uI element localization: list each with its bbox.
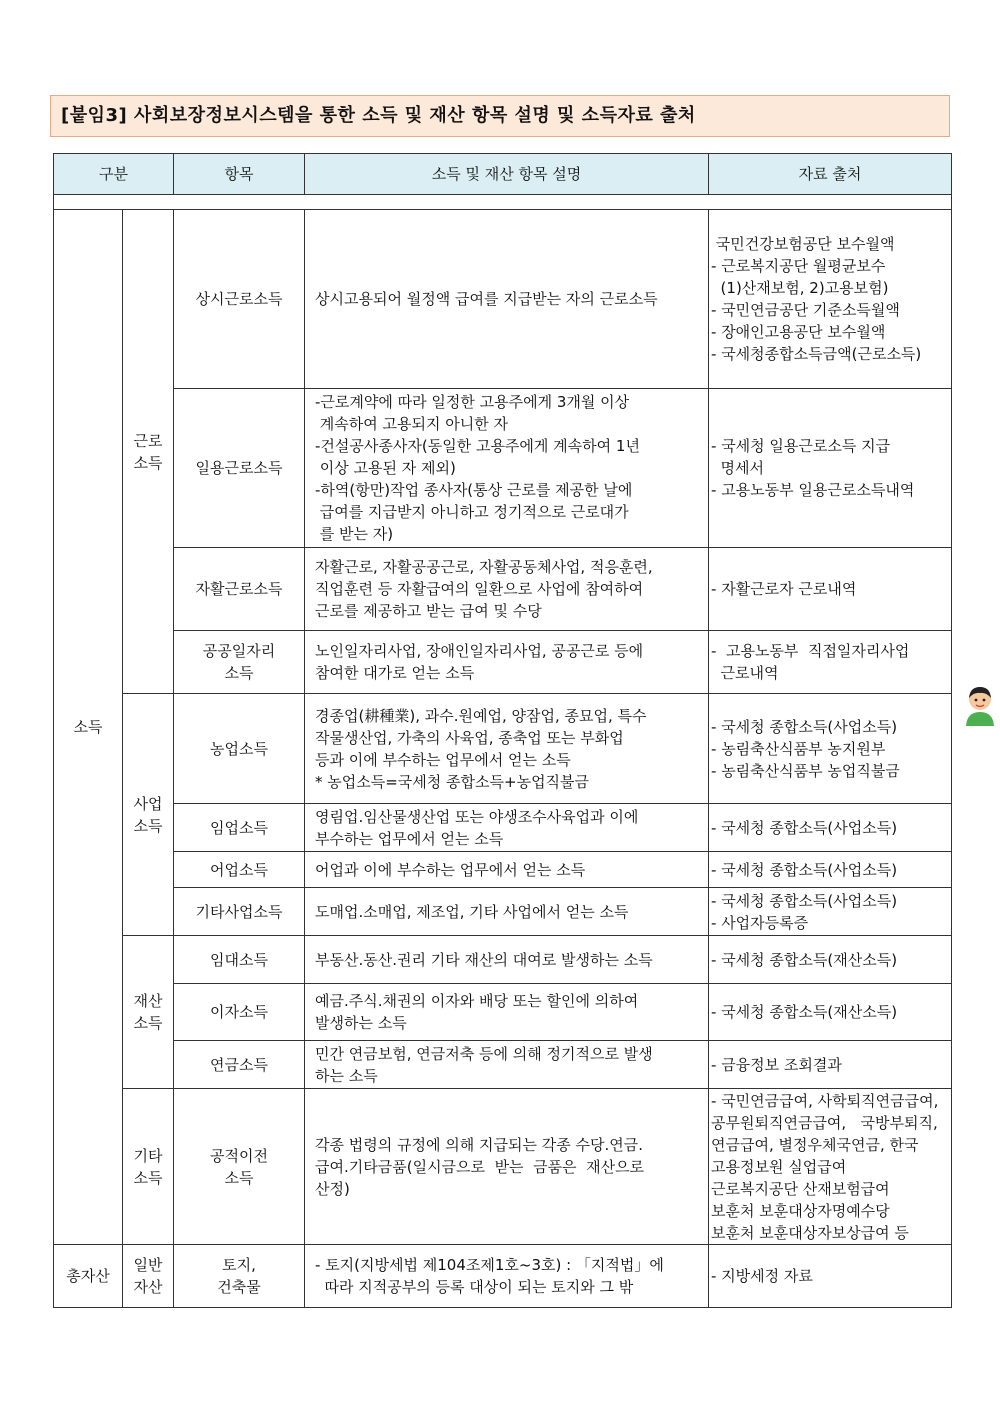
src-line: - 국세청 일용근로소득 지급: [711, 437, 891, 455]
desc-line: -하역(항만)작업 종사자(통상 근로를 제공한 날에: [315, 481, 633, 499]
item-cell: 일용근로소득: [174, 389, 305, 548]
desc-line: 경종업(耕種業), 과수.원예업, 양잠업, 종묘업, 특수: [315, 706, 647, 725]
src-line: - 지방세정 자료: [711, 1267, 813, 1285]
source-cell: [709, 936, 952, 984]
desc-line: 영림업.임산물생산업 또는 야생조수사육업과 이에: [315, 807, 639, 826]
desc-line: 부동산.동산.권리 기타 재산의 대여로 발생하는 소득: [315, 950, 653, 969]
table-row: [54, 852, 952, 888]
table-row: [54, 804, 952, 852]
desc-line: 계속하여 고용되지 아니한 자: [315, 415, 508, 433]
table-row: [54, 389, 952, 548]
source-cell: [709, 210, 952, 389]
source-cell: [709, 888, 952, 936]
src-line: 공무원퇴직연금급여, 국방부퇴직,: [711, 1113, 938, 1132]
page-title: [붙임3] 사회보장정보시스템을 통한 소득 및 재산 항목 설명 및 소득자료 출처: [50, 95, 950, 137]
src-line: - 국세청 종합소득(사업소득): [711, 818, 898, 837]
src-line: - 자활근로자 근로내역: [711, 580, 857, 598]
src-line: - 국세청 종합소득(사업소득): [711, 717, 898, 736]
table-row: [54, 936, 952, 984]
src-line: - 국세청 종합소득(사업소득): [711, 891, 898, 910]
desc-line: 상시고용되어 월정액 급여를 지급받는 자의 근로소득: [315, 290, 658, 308]
description-cell: [305, 694, 709, 804]
header-source: 자료 출처: [709, 154, 952, 195]
group-property-income: 재산 소득: [123, 936, 174, 1089]
src-line: - 금융정보 조회결과: [711, 1055, 842, 1074]
source-cell: [709, 389, 952, 548]
desc-line: 근로를 제공하고 받는 급여 및 수당: [315, 602, 542, 620]
income-property-table: [53, 153, 952, 1308]
description-cell: [305, 1245, 709, 1308]
item-cell: 이자소득: [174, 984, 305, 1041]
item-cell: 농업소득: [174, 694, 305, 804]
desc-line: 이상 고용된 자 제외): [315, 459, 456, 477]
src-line: 고용정보원 실업급여: [711, 1157, 847, 1176]
spacer-row: [54, 195, 952, 210]
desc-line: 발생하는 소득: [315, 1014, 407, 1032]
header-item: 항목: [174, 154, 305, 195]
desc-line: 각종 법령의 규정에 의해 지급되는 각종 수당.연금.: [315, 1135, 643, 1154]
group-general-assets: 일반 자산: [123, 1245, 174, 1308]
src-line: 근로복지공단 산재보험급여: [711, 1179, 890, 1198]
desc-line: 참여한 대가로 얻는 소득: [315, 664, 475, 682]
src-line: (1)산재보험, 2)고용보험): [711, 279, 889, 297]
desc-line: 작물생산업, 가축의 사육업, 종축업 또는 부화업: [315, 728, 624, 747]
item-cell: 자활근로소득: [174, 548, 305, 631]
description-cell: [305, 888, 709, 936]
item-cell: 토지, 건축물: [174, 1245, 305, 1308]
src-line: 보훈처 보훈대상자명예수당: [711, 1201, 890, 1220]
description-cell: [305, 631, 709, 694]
item-cell: 연금소득: [174, 1041, 305, 1089]
src-line: - 국세청종합소득금액(근로소득): [711, 345, 922, 363]
src-line: - 국세청 종합소득(재산소득): [711, 1003, 898, 1021]
description-cell: [305, 1089, 709, 1245]
description-cell: [305, 984, 709, 1041]
src-line: 명세서: [711, 459, 765, 477]
description-cell: [305, 548, 709, 631]
src-line: 근로내역: [711, 664, 779, 682]
description-cell: [305, 804, 709, 852]
table-row: [54, 694, 952, 804]
desc-line: 도매업.소매업, 제조업, 기타 사업에서 얻는 소득: [315, 902, 629, 921]
header-category: 구분: [54, 154, 174, 195]
src-line: - 국세청 종합소득(사업소득): [711, 860, 898, 879]
table-row: [54, 1041, 952, 1089]
desc-line: 직업훈련 등 자활급여의 일환으로 사업에 참여하여: [315, 580, 644, 598]
desc-line: 등과 이에 부수하는 업무에서 얻는 소득: [315, 750, 571, 769]
table-row: [54, 548, 952, 631]
desc-line: 를 받는 자): [315, 525, 394, 543]
table-row: [54, 631, 952, 694]
src-line: - 국민연금공단 기준소득월액: [711, 301, 900, 319]
src-line: - 근로복지공단 월평균보수: [711, 257, 886, 275]
desc-line: - 토지(지방세법 제104조제1호~3호) : 「지적법」에: [315, 1256, 664, 1274]
src-line: - 국세청 종합소득(재산소득): [711, 950, 898, 969]
group-total-assets: 총자산: [54, 1245, 123, 1308]
desc-line: 예금.주식.채권의 이자와 배당 또는 할인에 의하여: [315, 992, 639, 1010]
source-cell: [709, 694, 952, 804]
item-cell: 기타사업소득: [174, 888, 305, 936]
table-row: [54, 210, 952, 389]
group-income: 소득: [54, 210, 123, 1245]
source-cell: [709, 984, 952, 1041]
item-cell: 공적이전 소득: [174, 1089, 305, 1245]
src-line: 연금급여, 별정우체국연금, 한국: [711, 1135, 919, 1154]
desc-line: * 농업소득=국세청 종합소득+농업직불금: [315, 772, 590, 791]
desc-line: 산정): [315, 1179, 350, 1198]
src-line: - 고용노동부 직접일자리사업: [711, 642, 910, 660]
desc-line: 하는 소득: [315, 1066, 378, 1085]
src-line: - 농림축산식품부 농업직불금: [711, 761, 900, 780]
source-cell: [709, 852, 952, 888]
table-row: [54, 1245, 952, 1308]
description-cell: [305, 1041, 709, 1089]
person-avatar-icon[interactable]: [963, 686, 997, 726]
table-row: [54, 888, 952, 936]
header-description: 소득 및 재산 항목 설명: [305, 154, 709, 195]
item-cell: 임대소득: [174, 936, 305, 984]
table-header-row: [54, 154, 952, 195]
item-cell: 임업소득: [174, 804, 305, 852]
src-line: - 사업자등록증: [711, 913, 809, 932]
desc-line: 부수하는 업무에서 얻는 소득: [315, 829, 504, 848]
group-other-income: 기타 소득: [123, 1089, 174, 1245]
src-line: - 국민연금급여, 사학퇴직연금급여,: [711, 1091, 939, 1110]
group-earned-income: 근로 소득: [123, 210, 174, 694]
desc-line: -근로계약에 따라 일정한 고용주에게 3개월 이상: [315, 393, 630, 411]
description-cell: [305, 936, 709, 984]
source-cell: [709, 631, 952, 694]
desc-line: 어업과 이에 부수하는 업무에서 얻는 소득: [315, 860, 586, 879]
desc-line: 급여를 지급받지 아니하고 정기적으로 근로대가: [315, 503, 629, 521]
source-cell: [709, 1041, 952, 1089]
source-cell: [709, 1089, 952, 1245]
src-line: 보훈처 보훈대상자보상급여 등: [711, 1223, 909, 1242]
description-cell: [305, 389, 709, 548]
group-business-income: 사업 소득: [123, 694, 174, 936]
src-line: - 농림축산식품부 농지원부: [711, 739, 886, 758]
desc-line: 따라 지적공부의 등록 대상이 되는 토지와 그 밖: [315, 1278, 634, 1296]
desc-line: -건설공사종사자(동일한 고용주에게 계속하여 1년: [315, 437, 640, 455]
item-cell: 상시근로소득: [174, 210, 305, 389]
src-line: - 고용노동부 일용근로소득내역: [711, 481, 915, 499]
description-cell: [305, 210, 709, 389]
source-cell: [709, 1245, 952, 1308]
src-line: 국민건강보험공단 보수월액: [711, 235, 895, 253]
item-cell: 어업소득: [174, 852, 305, 888]
source-cell: [709, 548, 952, 631]
item-cell: 공공일자리 소득: [174, 631, 305, 694]
source-cell: [709, 804, 952, 852]
desc-line: 자활근로, 자활공공근로, 자활공동체사업, 적응훈련,: [315, 558, 653, 576]
src-line: - 장애인고용공단 보수월액: [711, 323, 886, 341]
desc-line: 민간 연금보험, 연금저축 등에 의해 정기적으로 발생: [315, 1044, 653, 1063]
description-cell: [305, 852, 709, 888]
desc-line: 급여.기타금품(일시금으로 받는 금품은 재산으로: [315, 1157, 645, 1176]
table-row: [54, 984, 952, 1041]
table-row: [54, 1089, 952, 1245]
desc-line: 노인일자리사업, 장애인일자리사업, 공공근로 등에: [315, 642, 644, 660]
